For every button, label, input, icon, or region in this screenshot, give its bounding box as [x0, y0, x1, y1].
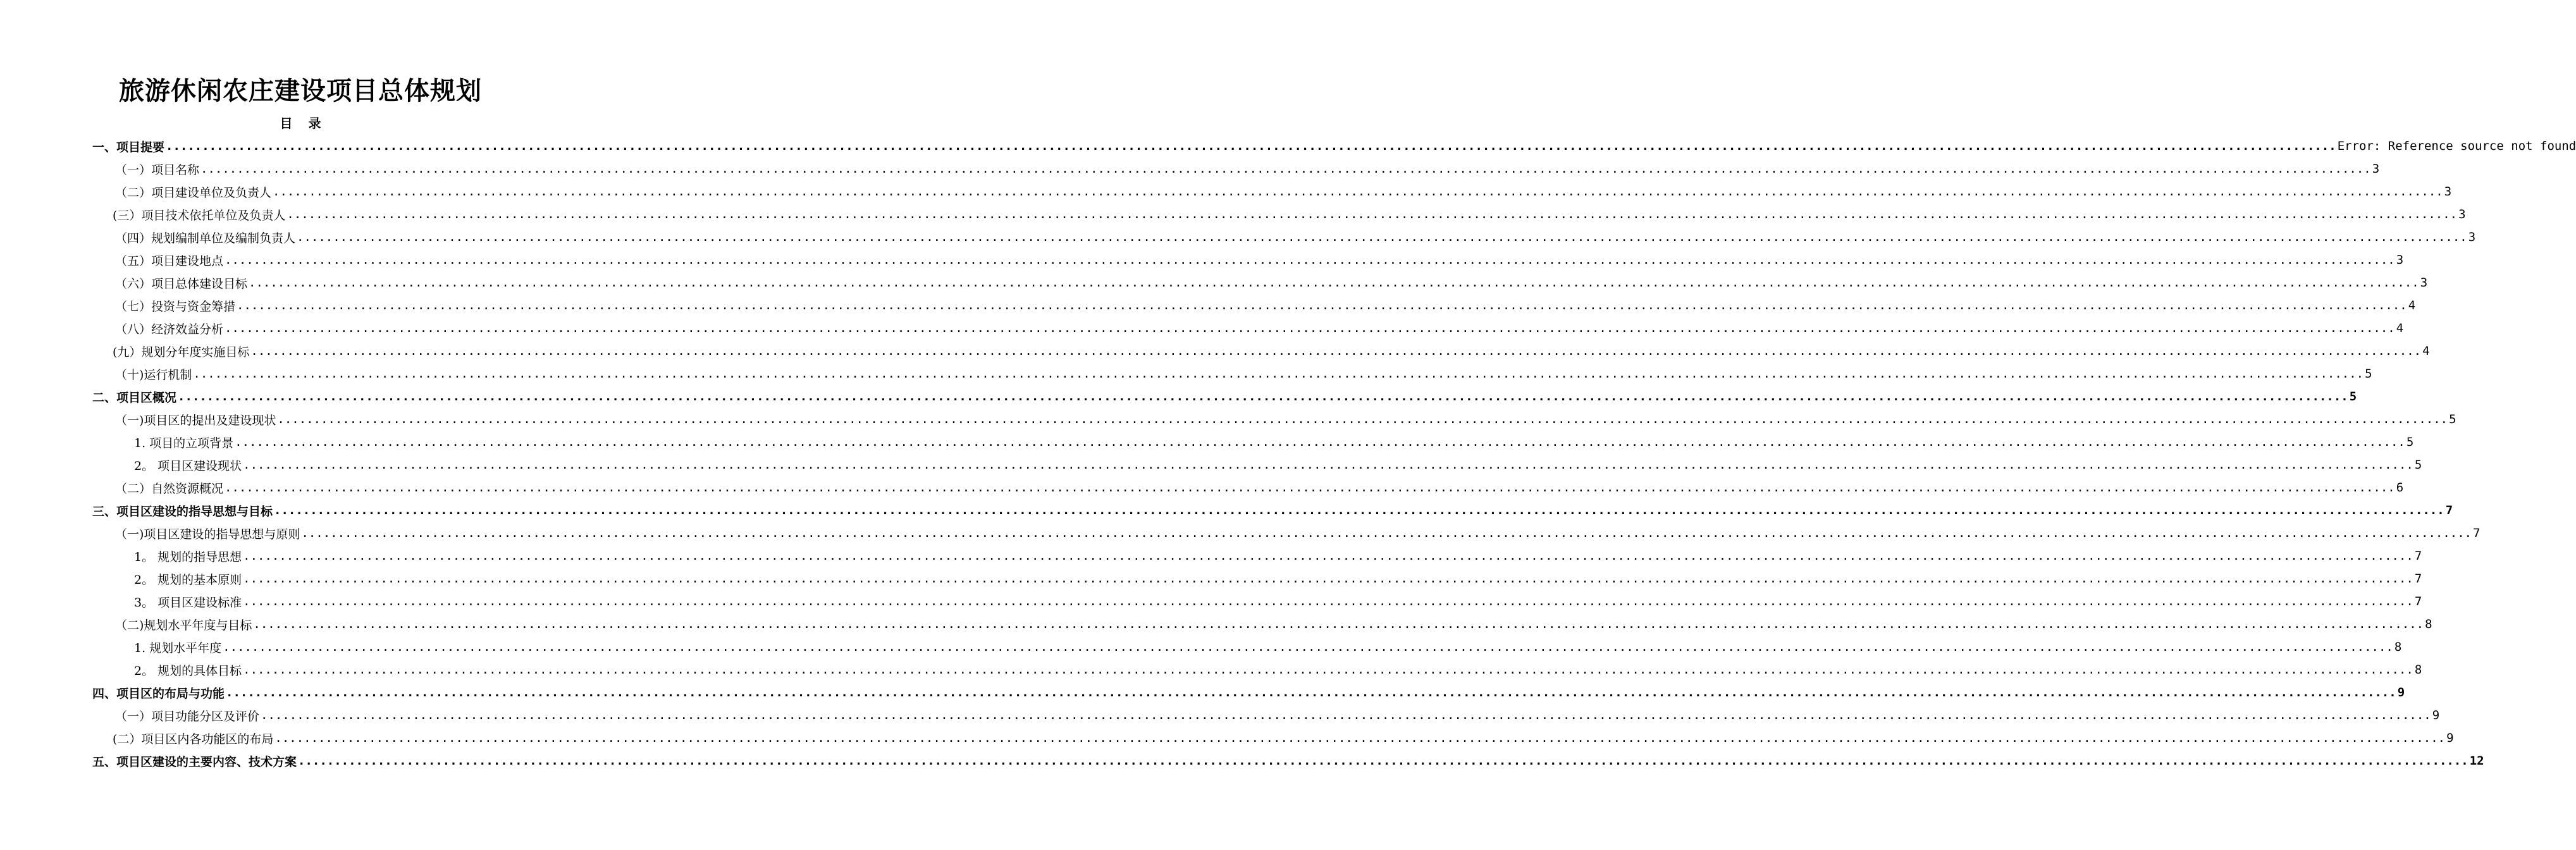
toc-entry-page-number: 7 — [2445, 503, 2453, 517]
toc-entry-label: （一)项目区的提出及建设现状 — [115, 413, 276, 428]
toc-entry[interactable] — [115, 180, 2452, 203]
toc-entry[interactable] — [115, 613, 2432, 636]
toc-entry-label: （二）项目建设单位及负责人 — [115, 185, 272, 200]
toc-entry-label: 1. 规划水平年度 — [134, 641, 222, 655]
toc-entry[interactable] — [115, 271, 2428, 294]
toc-entry[interactable] — [113, 727, 2454, 749]
toc-entry-leader: ............................................................................................................................................................................................................................................................................................................ — [225, 253, 2395, 267]
toc-entry[interactable] — [92, 681, 2405, 704]
toc-entry-leader: ............................................................................................................................................................................................................................................................................................................ — [297, 230, 2467, 244]
toc-entry-leader: ............................................................................................................................................................................................................................................................................................................ — [273, 185, 2443, 199]
toc-entry-leader: ............................................................................................................................................................................................................................................................................................................ — [250, 344, 2422, 358]
toc-entry-label: （二）自然资源概况 — [115, 481, 224, 496]
toc-entry-leader: ............................................................................................................................................................................................................................................................................................................ — [193, 367, 2364, 381]
toc-entry-leader: ............................................................................................................................................................................................................................................................................................................ — [200, 162, 2371, 176]
toc-entry-label: （十)运行机制 — [115, 367, 192, 382]
toc-entry-label: 二、项目区概况 — [92, 390, 177, 405]
toc-entry-label: （七）投资与资金筹措 — [115, 299, 236, 314]
toc-entry[interactable] — [113, 203, 2466, 226]
toc-entry[interactable] — [115, 157, 2380, 180]
toc-entry-leader: ............................................................................................................................................................................................................................................................................................................ — [277, 412, 2448, 426]
toc-entry-page-number: 7 — [2414, 549, 2422, 563]
toc-entry-leader: ............................................................................................................................................................................................................................................................................................................ — [235, 435, 2405, 449]
toc-entry-leader: ............................................................................................................................................................................................................................................................................................................ — [166, 139, 2336, 153]
toc-entry-leader: ............................................................................................................................................................................................................................................................................................................ — [225, 481, 2395, 495]
toc-entry-leader: ............................................................................................................................................................................................................................................................................................................ — [243, 549, 2413, 563]
toc-entry-label: （八）经济效益分析 — [115, 322, 224, 336]
toc-entry-page-number: 7 — [2414, 572, 2422, 586]
toc-entry-label: 一、项目提要 — [92, 140, 165, 154]
toc-entry-page-number: 7 — [2473, 526, 2480, 540]
toc-entry-label: 四、项目区的布局与功能 — [92, 686, 225, 701]
toc-entry-page-number: 4 — [2408, 299, 2416, 312]
toc-entry[interactable] — [113, 340, 2430, 362]
toc-entry-page-number: 3 — [2458, 207, 2466, 221]
toc-entry-label: 2。 规划的具体目标 — [134, 663, 242, 678]
toc-entry-label: （六）项目总体建设目标 — [115, 276, 248, 291]
toc-entry[interactable] — [115, 294, 2416, 317]
toc-entry-leader: ............................................................................................................................................................................................................................................................................................................ — [274, 503, 2444, 517]
toc-entry-page-number: 12 — [2469, 754, 2484, 768]
toc-entry-page-number: 9 — [2397, 686, 2405, 699]
toc-entry-page-number: 5 — [2406, 435, 2414, 449]
toc-entry[interactable] — [134, 590, 2422, 613]
toc-entry-page-number: 3 — [2468, 230, 2476, 244]
toc-entry[interactable] — [134, 567, 2422, 590]
toc-entry-leader: ............................................................................................................................................................................................................................................................................................................ — [253, 617, 2424, 631]
toc-entry-label: （二)规划水平年度与目标 — [115, 618, 252, 632]
toc-entry-page-number: 8 — [2414, 663, 2422, 677]
toc-entry[interactable] — [115, 317, 2404, 340]
toc-entry-page-number: 9 — [2446, 731, 2454, 745]
toc-entry-leader: ............................................................................................................................................................................................................................................................................................................ — [226, 686, 2396, 699]
toc-entry-label: 2。 项目区建设现状 — [134, 459, 242, 473]
toc-entry-leader: ............................................................................................................................................................................................................................................................................................................ — [243, 458, 2413, 472]
toc-entry[interactable] — [92, 499, 2453, 522]
toc-entry[interactable] — [134, 431, 2414, 453]
toc-entry[interactable] — [115, 249, 2404, 271]
toc-entry-label: (九）规划分年度实施目标 — [113, 345, 250, 359]
toc-entry-page-number: Error: Reference source not found — [2337, 139, 2576, 153]
toc-entry-label: 1。 规划的指导思想 — [134, 550, 242, 564]
toc-entry[interactable] — [92, 385, 2357, 408]
toc-entry-page-number: 3 — [2420, 276, 2428, 290]
toc-entry-label: 2。 规划的基本原则 — [134, 572, 242, 587]
toc-entry-page-number: 3 — [2444, 185, 2452, 199]
toc-entry-leader: ............................................................................................................................................................................................................................................................................................................ — [223, 640, 2393, 654]
toc-entry-label: 1. 项目的立项背景 — [134, 436, 234, 450]
toc-entry-page-number: 5 — [2414, 458, 2422, 472]
toc-entry[interactable] — [134, 453, 2422, 476]
toc-entry-page-number: 3 — [2396, 253, 2404, 267]
toc-entry-leader: ............................................................................................................................................................................................................................................................................................................ — [243, 572, 2413, 586]
toc-entry[interactable] — [134, 545, 2422, 567]
toc-entry[interactable] — [92, 749, 2484, 772]
toc-entry[interactable] — [115, 362, 2372, 385]
toc-entry-leader: ............................................................................................................................................................................................................................................................................................................ — [237, 299, 2407, 312]
toc-entry-page-number: 4 — [2422, 344, 2430, 358]
toc-entry-leader: ............................................................................................................................................................................................................................................................................................................ — [274, 731, 2446, 745]
toc-heading: 目 录 — [280, 116, 321, 131]
toc-entry-label: （四）规划编制单位及编制负责人 — [115, 231, 296, 245]
toc-entry-page-number: 4 — [2396, 321, 2404, 335]
toc-entry-label: （一)项目区建设的指导思想与原则 — [115, 527, 300, 541]
toc-entry-page-number: 7 — [2414, 594, 2422, 608]
toc-entry[interactable] — [92, 135, 2576, 157]
toc-entry-page-number: 5 — [2349, 390, 2357, 403]
toc-entry-label: 3。 项目区建设标准 — [134, 595, 242, 610]
toc-entry-leader: ............................................................................................................................................................................................................................................................................................................ — [301, 526, 2472, 540]
toc-entry-leader: ............................................................................................................................................................................................................................................................................................................ — [261, 708, 2431, 722]
toc-entry[interactable] — [115, 226, 2476, 249]
toc-entry-leader: ............................................................................................................................................................................................................................................................................................................ — [225, 321, 2395, 335]
toc-entry-label: 五、项目区建设的主要内容、技术方案 — [92, 755, 297, 769]
toc-entry-leader: ............................................................................................................................................................................................................................................................................................................ — [298, 754, 2468, 768]
toc-entry-label: （一）项目名称 — [115, 163, 200, 177]
toc-entry-page-number: 9 — [2432, 708, 2440, 722]
toc-entry-leader: ............................................................................................................................................................................................................................................................................................................ — [178, 390, 2348, 403]
toc-entry[interactable] — [115, 476, 2404, 499]
toc-entry[interactable] — [115, 408, 2456, 431]
toc-entry[interactable] — [134, 636, 2402, 658]
toc-entry-label: 三、项目区建设的指导思想与目标 — [92, 504, 273, 519]
toc-entry[interactable] — [134, 658, 2422, 681]
toc-entry-label: （一）项目功能分区及评价 — [115, 709, 260, 724]
toc-entry-page-number: 8 — [2394, 640, 2402, 654]
toc-entry-leader: ............................................................................................................................................................................................................................................................................................................ — [249, 276, 2419, 290]
toc-entry-leader: ............................................................................................................................................................................................................................................................................................................ — [243, 594, 2413, 608]
toc-entry-page-number: 3 — [2372, 162, 2380, 176]
toc-entry-leader: ............................................................................................................................................................................................................................................................................................................ — [287, 207, 2458, 221]
toc-entry-leader: ............................................................................................................................................................................................................................................................................................................ — [243, 663, 2413, 677]
document-title: 旅游休闲农庄建设项目总体规划 — [119, 77, 482, 106]
toc-entry-page-number: 5 — [2365, 367, 2372, 381]
toc-entry-page-number: 5 — [2449, 412, 2456, 426]
toc-entry[interactable] — [115, 522, 2480, 545]
toc-entry-label: （五）项目建设地点 — [115, 254, 224, 268]
toc-entry-label: (二）项目区内各功能区的布局 — [113, 732, 274, 746]
toc-entry-label: (三）项目技术依托单位及负责人 — [113, 208, 286, 223]
toc-entry-page-number: 6 — [2396, 481, 2404, 495]
toc-entry-page-number: 8 — [2425, 617, 2432, 631]
toc-entry[interactable] — [115, 704, 2440, 727]
